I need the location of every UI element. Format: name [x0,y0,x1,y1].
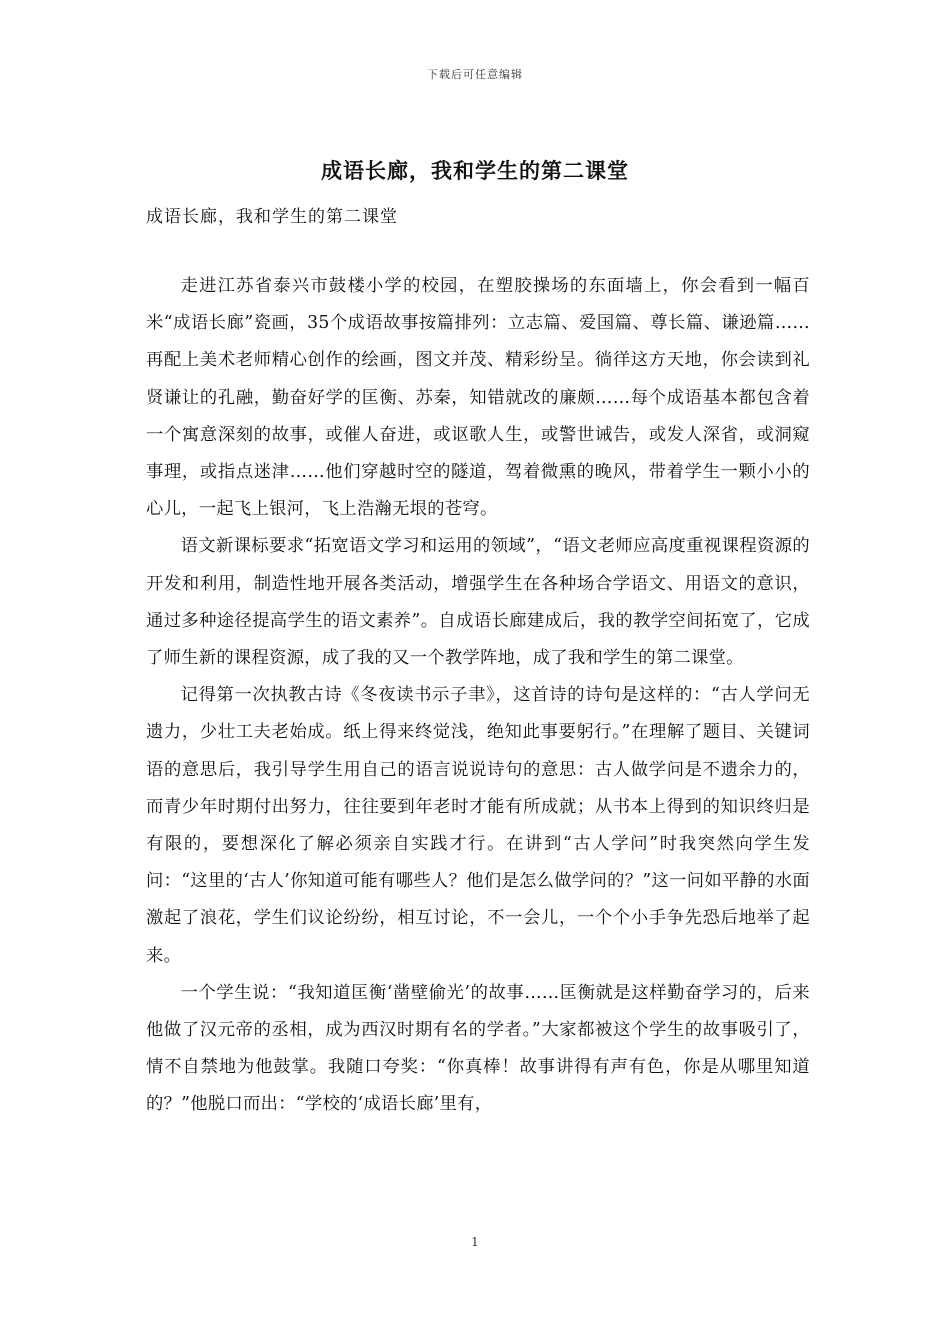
paragraph-2: 语文新课标要求“拓宽语文学习和运用的领域”，“语文老师应高度重视课程资源的开发和利用，制造性地开展各类活动，增强学生在各种场合学语文、用语文的意识，通过多种途径提高学生的语文素养”。自成语长廊建成后，我的教学空间拓宽了，它成了师生新的课程资源，成了我的又一个教学阵地，成了我和学生的第二课堂。 [146,536,810,669]
page-title: 成语长廊，我和学生的第二课堂 [321,158,629,183]
paragraph-4: 一个学生说：“我知道匡衡‘凿壁偷光’的故事……匡衡就是这样勤奋学习的，后来他做了汉元帝的丞相，成为西汉时期有名的学者。”大家都被这个学生的故事吸引了，情不自禁地为他鼓掌。我随口夸奖：“你真棒！故事讲得有声有色，你是从哪里知道的？”他脱口而出：“学校的‘成语长廊’里有， [146,982,810,1115]
paragraph-3: 记得第一次执教古诗《冬夜读书示子聿》，这首诗的诗句是这样的：“古人学问无遗力，少壮工夫老始成。纸上得来终觉浅，绝知此事要躬行。”在理解了题目、关键词语的意思后，我引导学生用自己的语言说说诗句的意思：古人做学问是不遗余力的，而青少年时期付出努力，往往要到年老时才能有所成就；从书本上得到的知识终归是有限的，要想深化了解必须亲自实践才行。在讲到“古人学问”时我突然向学生发问：“这里的‘古人’你知道可能有哪些人？他们是怎么做学问的？”这一问如平静的水面激起了浪花，学生们议论纷纷，相互讨论，不一会儿，一个个小手争先恐后地举了起来。 [146,685,810,966]
paragraph-1: 走进江苏省泰兴市鼓楼小学的校园，在塑胶操场的东面墙上，你会看到一幅百米“成语长廊”瓷画，35个成语故事按篇排列：立志篇、爱国篇、尊长篇、谦逊篇……再配上美术老师精心创作的绘画，图文并茂、精彩纷呈。徜徉这方天地，你会读到礼贤谦让的孔融，勤奋好学的匡衡、苏秦，知错就改的廉颇……每个成语基本都包含着一个寓意深刻的故事，或催人奋进，或讴歌人生，或警世诫告，或发人深省，或洞窥事理，或指点迷津……他们穿越时空的隧道，驾着微熏的晚风，带着学生一颗小小的心儿，一起飞上银河，飞上浩瀚无垠的苍穹。 [146,276,810,520]
header-note: 下载后可任意编辑 [427,68,523,81]
article-body [146,268,810,1124]
page-number: 1 [471,1235,479,1249]
page-subtitle: 成语长廊，我和学生的第二课堂 [146,207,398,227]
